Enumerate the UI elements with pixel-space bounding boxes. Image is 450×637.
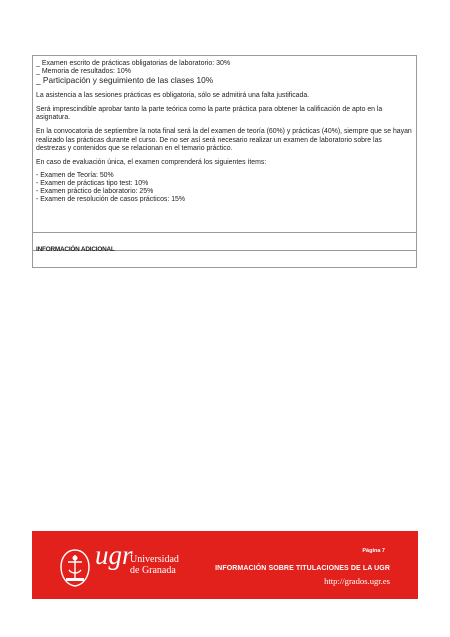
content-table bbox=[32, 55, 417, 268]
university-name: Universidad de Granada bbox=[130, 554, 179, 576]
list-item: _ Participación y seguimiento de las clases 10% bbox=[36, 75, 214, 85]
additional-info-cell bbox=[33, 251, 416, 269]
list-item: - Examen de resolución de casos prácticos: 15% bbox=[36, 196, 185, 204]
list-item: - Examen de prácticas tipo test: 10% bbox=[36, 179, 149, 187]
attendance-paragraph: La asistencia a las sesiones prácticas es obligatoria, sólo se admitirá una falta justificada. bbox=[36, 91, 310, 99]
section-heading bbox=[33, 233, 416, 251]
list-item: - Examen de Teoría: 50% bbox=[36, 171, 114, 179]
list-item: - Examen práctico de laboratorio: 25% bbox=[36, 188, 154, 196]
page-footer bbox=[32, 531, 418, 599]
ugr-logo: ugr bbox=[95, 540, 133, 570]
evaluation-section bbox=[33, 56, 416, 233]
list-item: _ Memoria de resultados: 10% bbox=[36, 68, 131, 75]
university-seal-icon bbox=[58, 548, 92, 588]
requirement-paragraph: Será imprescindible aprobar tanto la parte teórica como la parte práctica para obtener la calificación de apto en la asignatura. bbox=[36, 105, 383, 122]
list-item: _ Examen escrito de prácticas obligatorias de laboratorio: 30% bbox=[36, 60, 231, 67]
footer-url[interactable]: http://grados.ugr.es bbox=[324, 576, 390, 586]
september-paragraph: En la convocatoria de septiembre la nota final será la del examen de teoría (60%) y prácticas (40%), siempre que se hayan realizado las prácticas durante el curso. De no ser así será necesario realizar un examen de laboratorio sobre las destrezas y contenidos que se relacionan en el temario práctico. bbox=[36, 128, 412, 152]
footer-info: INFORMACIÓN SOBRE TITULACIONES DE LA UGR bbox=[215, 565, 390, 572]
page-number: Página 7 bbox=[362, 548, 385, 554]
single-evaluation-paragraph: En caso de evaluación única, el examen comprenderá los siguientes ítems: bbox=[36, 159, 267, 167]
section-heading-label: INFORMACIÓN ADICIONAL bbox=[36, 246, 115, 253]
